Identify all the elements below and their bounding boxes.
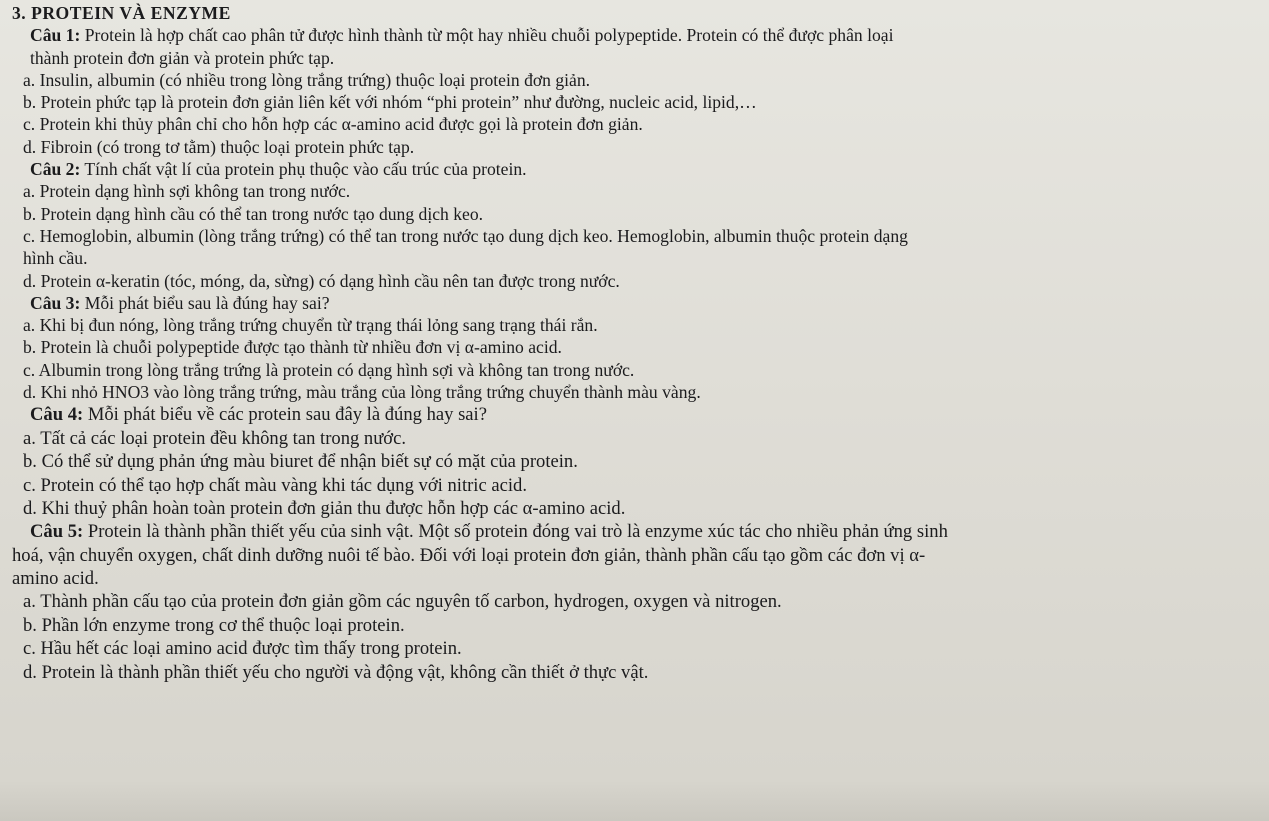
question-label: Câu 2:	[30, 159, 81, 180]
answer-option-b: b. Protein dạng hình cầu có thể tan trong nước tạo dung dịch keo.	[23, 203, 484, 224]
question-5	[12, 520, 1257, 684]
question-label: Câu 3:	[30, 292, 81, 313]
answer-option-d: d. Fibroin (có trong tơ tằm) thuộc loại protein phức tạp.	[23, 136, 415, 157]
page-shadow	[0, 781, 1269, 821]
answer-option-d: d. Khi nhỏ HNO3 vào lòng trắng trứng, màu trắng của lòng trắng trứng chuyển thành màu vàng.	[23, 382, 701, 403]
question-2	[12, 158, 1257, 292]
answer-option-b: b. Có thể sử dụng phản ứng màu biuret để nhận biết sự có mặt của protein.	[23, 451, 578, 473]
answer-option-a: a. Protein dạng hình sợi không tan trong nước.	[23, 181, 351, 202]
question-1	[12, 24, 1257, 158]
answer-option-c: c. Hemoglobin, albumin (lòng trắng trứng) có thể tan trong nước tạo dung dịch keo. Hemoglobin, albumin thuộc protein dạng	[23, 225, 908, 246]
answer-option-a: a. Insulin, albumin (có nhiều trong lòng trắng trứng) thuộc loại protein đơn giản.	[23, 69, 591, 90]
answer-option-a: a. Tất cả các loại protein đều không tan trong nước.	[23, 427, 407, 449]
lower-block	[12, 403, 1257, 684]
question-stem-line: Câu 3: Mỗi phát biểu sau là đúng hay sai?	[30, 292, 330, 313]
question-stem-line: Câu 4: Mỗi phát biểu về các protein sau đây là đúng hay sai?	[30, 404, 487, 426]
answer-option-b: b. Protein phức tạp là protein đơn giản liên kết với nhóm “phi protein” như đường, nucleic acid, lipid,…	[23, 92, 757, 113]
question-label: Câu 5:	[30, 521, 84, 543]
section-title: 3. PROTEIN VÀ ENZYME	[12, 3, 231, 23]
question-stem-line: amino acid.	[12, 568, 99, 590]
question-4	[12, 403, 1257, 520]
answer-option-c: c. Hầu hết các loại amino acid được tìm thấy trong protein.	[23, 638, 462, 660]
question-stem-line: hoá, vận chuyển oxygen, chất dinh dưỡng nuôi tế bào. Đối với loại protein đơn giản, thành phần cấu tạo gồm các đơn vị α-	[12, 544, 926, 566]
answer-option-d: d. Protein là thành phần thiết yếu cho người và động vật, không cần thiết ở thực vật.	[23, 661, 649, 683]
answer-option-c: c. Protein khi thủy phân chỉ cho hỗn hợp các α-amino acid được gọi là protein đơn giản.	[23, 114, 643, 135]
answer-option-b: b. Phần lớn enzyme trong cơ thể thuộc loại protein.	[23, 614, 405, 636]
question-label: Câu 4:	[30, 404, 84, 426]
question-stem-line: Câu 2: Tính chất vật lí của protein phụ thuộc vào cấu trúc của protein.	[30, 159, 527, 180]
document-content	[12, 2, 1257, 684]
answer-option-a: a. Thành phần cấu tạo của protein đơn giản gồm các nguyên tố carbon, hydrogen, oxygen và nitrogen.	[23, 591, 782, 613]
question-stem-line: Câu 5: Protein là thành phần thiết yếu của sinh vật. Một số protein đóng vai trò là enzyme xúc tác cho nhiều phản ứng sinh	[30, 521, 948, 543]
answer-option-c: c. Protein có thể tạo hợp chất màu vàng khi tác dụng với nitric acid.	[23, 474, 527, 496]
question-label: Câu 1:	[30, 25, 81, 46]
question-stem-line: thành protein đơn giản và protein phức tạp.	[30, 47, 335, 68]
answer-option-d: d. Protein α-keratin (tóc, móng, da, sừng) có dạng hình cầu nên tan được trong nước.	[23, 270, 620, 291]
answer-option-b: b. Protein là chuỗi polypeptide được tạo thành từ nhiều đơn vị α-amino acid.	[23, 337, 562, 358]
answer-option-a: a. Khi bị đun nóng, lòng trắng trứng chuyển từ trạng thái lỏng sang trạng thái rắn.	[23, 315, 598, 336]
answer-option-c-continued: hình cầu.	[23, 248, 88, 269]
answer-option-c: c. Albumin trong lòng trắng trứng là protein có dạng hình sợi và không tan trong nước.	[23, 359, 635, 380]
answer-option-d: d. Khi thuỷ phân hoàn toàn protein đơn giản thu được hỗn hợp các α-amino acid.	[23, 497, 626, 519]
question-stem-line: Câu 1: Protein là hợp chất cao phân tử được hình thành từ một hay nhiều chuỗi polypeptide. Protein có thể được phân loại	[30, 25, 894, 46]
question-3	[12, 292, 1257, 403]
